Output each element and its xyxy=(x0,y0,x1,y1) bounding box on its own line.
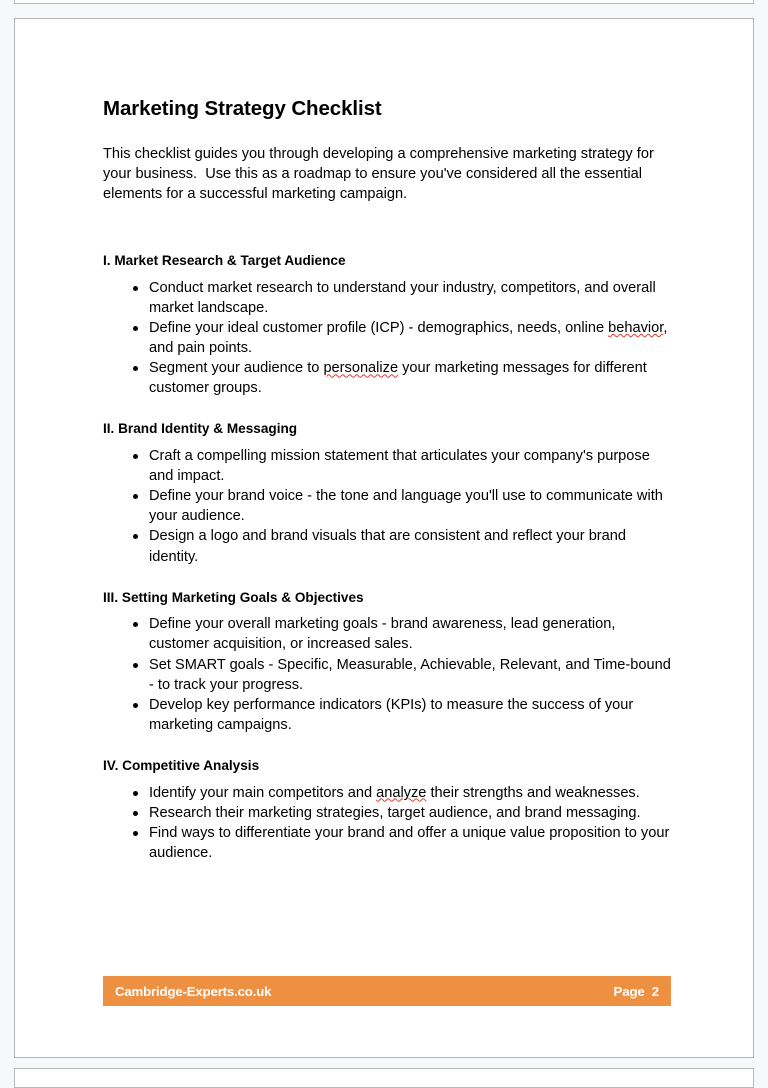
bullet-list xyxy=(103,278,671,399)
intro-paragraph: This checklist guides you through developing a comprehensive marketing strategy for your business. Use this as a roadmap to ensure you've considered all the essential elements for a successful marketing campaign. xyxy=(103,145,658,202)
bullet-text: Find ways to differentiate your brand and offer a unique value proposition to your audience. xyxy=(149,824,670,861)
section xyxy=(103,589,671,735)
list-item xyxy=(103,278,671,318)
bullet-dot-icon xyxy=(133,622,138,627)
section-heading: I. Market Research & Target Audience xyxy=(103,253,346,269)
list-item xyxy=(103,358,671,398)
bullet-list xyxy=(103,446,671,567)
list-item xyxy=(103,783,671,803)
bullet-dot-icon xyxy=(133,286,138,291)
bullet-dot-icon xyxy=(133,454,138,459)
bullet-text: Segment your audience to xyxy=(149,360,324,377)
bullet-text: Research their marketing strategies, target audience, and brand messaging. xyxy=(149,804,641,821)
bullet-dot-icon xyxy=(133,366,138,371)
footer-bar xyxy=(103,976,671,1006)
bullet-list xyxy=(103,783,671,863)
list-item xyxy=(103,803,671,823)
footer-page-number: Page 2 xyxy=(613,983,659,999)
next-page-sliver xyxy=(14,1068,754,1088)
bullet-text: Define your ideal customer profile (ICP) - demographics, needs, online xyxy=(149,320,609,337)
list-item xyxy=(103,614,671,654)
bullet-text: Define your overall marketing goals - brand awareness, lead generation, customer acquisition, or increased sales. xyxy=(149,616,616,653)
spellcheck-flagged-word[interactable]: analyze xyxy=(376,784,427,801)
bullet-dot-icon xyxy=(133,791,138,796)
section xyxy=(103,252,671,398)
list-item xyxy=(103,823,671,863)
bullet-list xyxy=(103,614,671,735)
bullet-dot-icon xyxy=(133,703,138,708)
bullet-dot-icon xyxy=(133,534,138,539)
bullet-text: Design a logo and brand visuals that are consistent and reflect your brand identity. xyxy=(149,528,627,565)
document-page xyxy=(14,18,754,1058)
list-item xyxy=(103,526,671,566)
spellcheck-flagged-word[interactable]: personalize xyxy=(323,360,399,377)
sections-container xyxy=(103,252,671,863)
list-item xyxy=(103,318,671,358)
bullet-dot-icon xyxy=(133,663,138,668)
bullet-text-continued: their strengths and weaknesses. xyxy=(426,784,640,801)
section xyxy=(103,757,671,863)
previous-page-sliver xyxy=(14,0,754,4)
list-item xyxy=(103,446,671,486)
spellcheck-flagged-word[interactable]: behavior xyxy=(608,320,664,337)
section-heading: III. Setting Marketing Goals & Objectives xyxy=(103,589,364,605)
bullet-text: Set SMART goals - Specific, Measurable, Achievable, Relevant, and Time-bound - to track your progress. xyxy=(149,656,671,693)
bullet-text: Define your brand voice - the tone and language you'll use to communicate with your audience. xyxy=(149,488,663,525)
bullet-text: Conduct market research to understand your industry, competitors, and overall market landscape. xyxy=(149,279,656,316)
list-item xyxy=(103,695,671,735)
bullet-text: Develop key performance indicators (KPIs) to measure the success of your marketing campaigns. xyxy=(149,696,634,733)
footer-site-name: Cambridge-Experts.co.uk xyxy=(115,983,272,999)
bullet-dot-icon xyxy=(133,831,138,836)
bullet-text-continued: your marketing messages for different customer groups. xyxy=(149,360,647,397)
bullet-dot-icon xyxy=(133,494,138,499)
list-item xyxy=(103,655,671,695)
bullet-text-continued: , and pain points. xyxy=(149,320,668,357)
section xyxy=(103,420,671,566)
section-heading: II. Brand Identity & Messaging xyxy=(103,421,298,437)
bullet-dot-icon xyxy=(133,811,138,816)
bullet-text: Identify your main competitors and xyxy=(149,784,377,801)
bullet-text: Craft a compelling mission statement that articulates your company's purpose and impact. xyxy=(149,448,650,485)
list-item xyxy=(103,486,671,526)
page-content xyxy=(103,97,671,863)
bullet-dot-icon xyxy=(133,326,138,331)
page-title: Marketing Strategy Checklist xyxy=(103,97,382,120)
section-heading: IV. Competitive Analysis xyxy=(103,757,260,773)
